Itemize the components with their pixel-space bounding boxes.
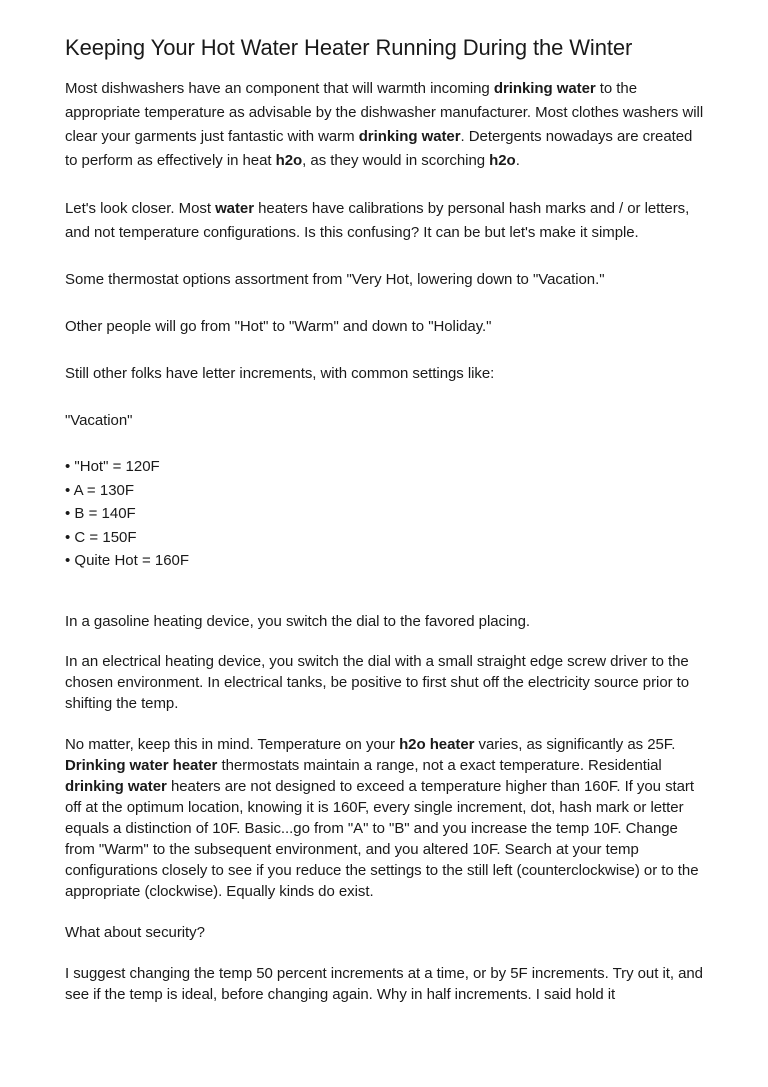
paragraph-suggest: I suggest changing the temp 50 percent increments at a time, or by 5F increments. Try out it, and see if the temp is ideal, before changing again. Why in half increments. I said hold it (65, 964, 703, 1003)
text-run: . (515, 152, 520, 169)
text-run: thermostats maintain a range, not a exact temperature. Residential (217, 756, 662, 774)
paragraph-gasoline: In a gasoline heating device, you switch the dial to the favored placing. (65, 612, 530, 630)
paragraph-thermostat-options: Some thermostat options assortment from "Very Hot, lowering down to "Vacation." (65, 271, 605, 288)
list-item: • A = 130F (65, 481, 135, 499)
settings-list (65, 455, 708, 573)
paragraph-dishwashers (65, 77, 708, 173)
text-run: to the appropriate temperature as advisable by the dishwasher manufacturer. Most clothes washers will clear your garments just fantastic with warm (65, 80, 704, 145)
text-run: varies, as significantly as 25F. (474, 735, 676, 753)
paragraph-no-matter (65, 734, 708, 902)
list-item: • B = 140F (65, 505, 136, 522)
bold-keyword: h2o (489, 152, 516, 169)
bold-keyword: water (215, 200, 254, 217)
text-run: heaters have calibrations by personal hash marks and / or letters, and not temperature configurations. Is this confusing? It can be but let's make it simple. (65, 200, 690, 241)
list-item: • Quite Hot = 160F (65, 552, 190, 569)
bold-keyword: Drinking water heater (65, 756, 218, 774)
paragraph-other-people: Other people will go from "Hot" to "Warm" and down to "Holiday." (65, 318, 492, 335)
text-run: . Detergents nowadays are created to perform as effectively in heat (65, 128, 693, 169)
page-title: Keeping Your Hot Water Heater Running During the Winter (65, 35, 633, 60)
bold-keyword: drinking water (493, 80, 596, 97)
bold-keyword: drinking water (65, 777, 167, 795)
bold-keyword: drinking water (358, 128, 461, 145)
list-item: • "Hot" = 120F (65, 458, 160, 475)
paragraph-look-closer (65, 197, 708, 245)
paragraph-electrical: In an electrical heating device, you switch the dial with a small straight edge screw driver to the chosen environment. In electrical tanks, be positive to first shut off the electricity source prior to shifting the temp. (65, 652, 690, 712)
text-run: Most dishwashers have an component that will warmth incoming (65, 80, 494, 97)
text-run: heaters are not designed to exceed a temperature higher than 160F. If you start off at the optimum location, knowing it is 160F, every single increment, dot, hash mark or letter equals a distinction of 10F. Basic...go from "A" to "B" and you increase the temp 10F. Change from "Warm" to the subsequent environment, and you altered 10F. Search at your temp configurations closely to see if you reduce the settings to the still left (counterclockwise) or to the appropriate (clockwise). Equally kinds do exist. (65, 777, 699, 900)
paragraph-vacation: "Vacation" (65, 412, 133, 429)
text-run: , as they would in scorching (302, 152, 490, 169)
list-item: • C = 150F (65, 528, 137, 546)
bold-keyword: h2o heater (399, 735, 475, 753)
paragraph-security: What about security? (65, 923, 205, 941)
text-run: No matter, keep this in mind. Temperature on your (65, 735, 400, 753)
paragraph-letter-increments: Still other folks have letter increments, with common settings like: (65, 365, 495, 382)
text-run: Let's look closer. Most (65, 200, 216, 217)
bold-keyword: h2o (275, 152, 303, 169)
